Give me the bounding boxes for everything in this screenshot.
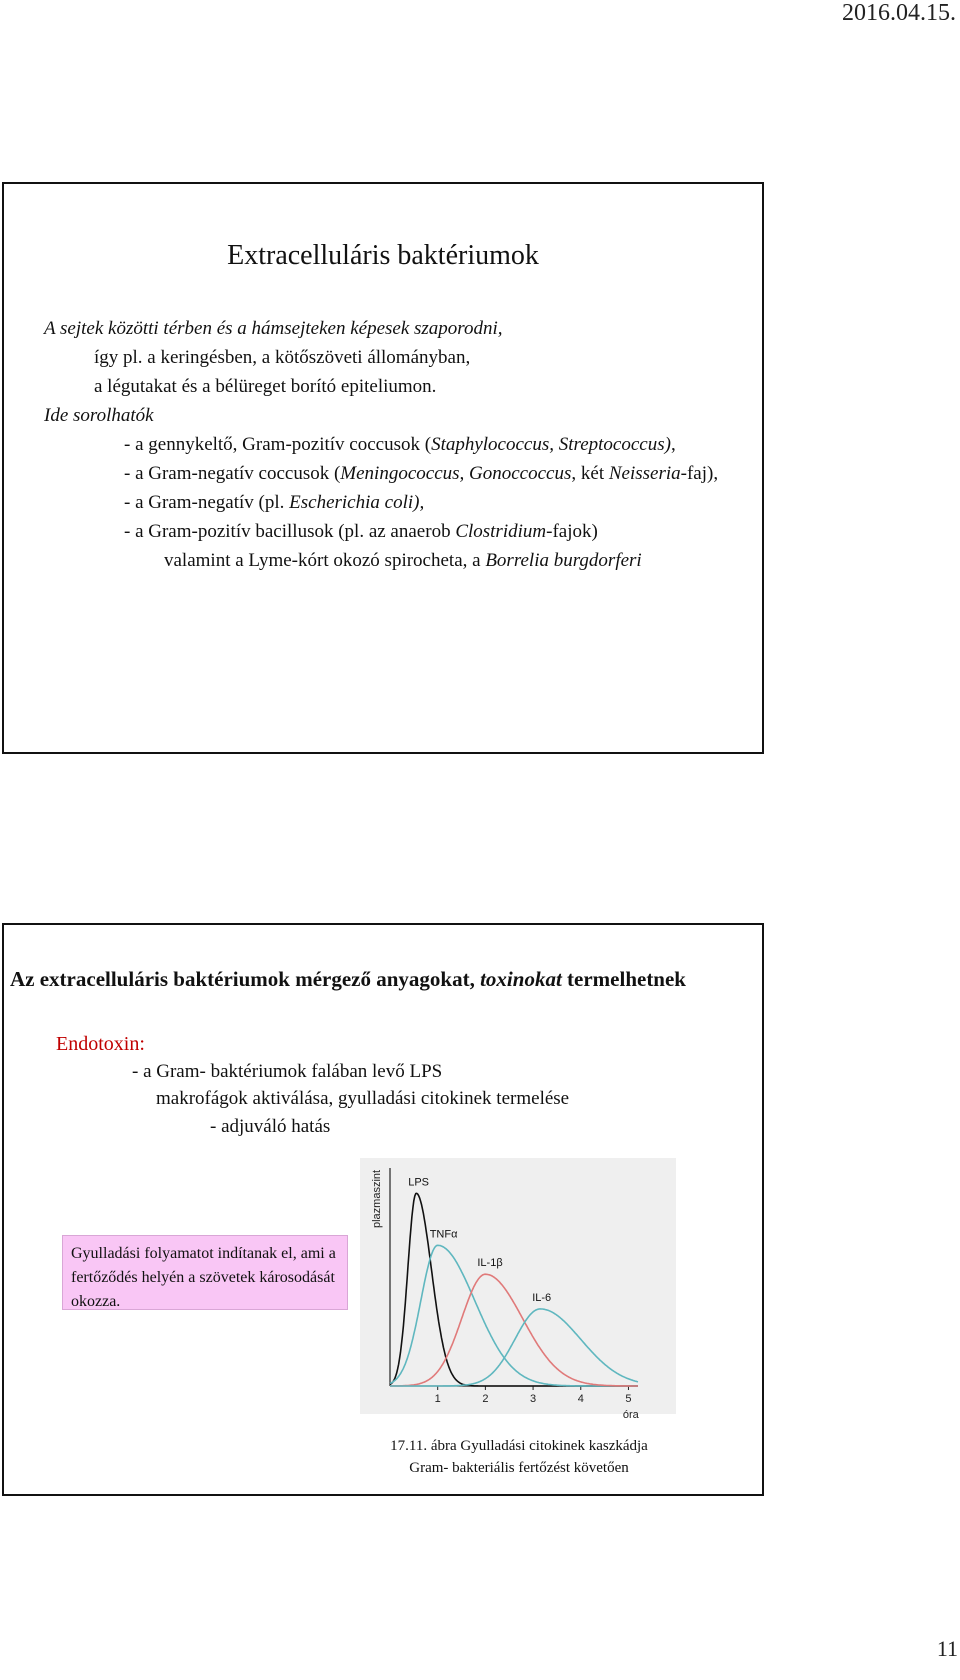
x-tick-label: 2: [482, 1393, 489, 1405]
list-item: - a Gram-pozitív bacillusok (pl. az anaerob Clostridium-fajok): [124, 521, 598, 542]
x-axis-label: óra: [622, 1409, 639, 1421]
slide-extracellular-bacteria: [2, 182, 764, 754]
intro-line-2: így pl. a keringésben, a kötőszöveti állományban,: [94, 347, 471, 368]
slide-title: Extracelluláris baktériumok: [227, 240, 539, 271]
intro-line-1: A sejtek közötti térben és a hámsejteken képesek szaporodni,: [44, 318, 503, 339]
chart-background: [360, 1158, 676, 1414]
series-label-il-1-: IL-1β: [477, 1257, 503, 1270]
slide-heading: Az extracelluláris baktériumok mérgező anyagokat, toxinokat termelhetnek: [10, 967, 686, 991]
figure-caption: [354, 1435, 684, 1479]
series-label-lps: LPS: [408, 1176, 430, 1189]
endotoxin-line-3: - adjuváló hatás: [210, 1116, 331, 1137]
x-tick-label: 5: [625, 1393, 632, 1405]
y-axis-label: plazmaszint: [371, 1169, 383, 1228]
endotoxin-line-2: makrofágok aktiválása, gyulladási citokinek termelése: [156, 1088, 570, 1109]
x-tick-label: 3: [530, 1393, 537, 1405]
endotoxin-line-1: - a Gram- baktériumok falában levő LPS: [132, 1061, 443, 1082]
list-item: - a Gram-negatív coccusok (Meningococcus, Gonoccoccus, két Neisseria-faj),: [124, 463, 719, 484]
list-item: - a gennykeltő, Gram-pozitív coccusok (Staphylococcus, Streptococcus),: [124, 434, 676, 455]
page-number: 11: [936, 1636, 958, 1661]
series-label-il-6: IL-6: [532, 1291, 552, 1304]
slide-toxins: [2, 923, 764, 1496]
intro-line-4: Ide sorolhatók: [44, 405, 154, 426]
caption-line-1: 17.11. ábra Gyulladási citokinek kaszkádja: [390, 1438, 648, 1454]
x-tick-label: 1: [434, 1393, 441, 1405]
callout-box: Gyulladási folyamatot indítanak el, ami a fertőződés helyén a szövetek károsodását okozza.: [62, 1235, 348, 1310]
cytokine-chart: [360, 1158, 676, 1421]
slide-body: [44, 314, 718, 575]
list-item: - a Gram-negatív (pl. Escherichia coli),: [124, 492, 425, 513]
header-date: 2016.04.15.: [842, 0, 956, 26]
x-tick-label: 4: [577, 1393, 584, 1405]
list-item: valamint a Lyme-kórt okozó spirocheta, a Borrelia burgdorferi: [164, 550, 642, 571]
caption-line-2: Gram- bakteriális fertőzést követően: [409, 1460, 629, 1476]
series-label-tnf-: TNFα: [429, 1228, 458, 1241]
intro-line-3: a légutakat és a bélüreget borító epiteliumon.: [94, 376, 437, 397]
endotoxin-label: Endotoxin:: [56, 1033, 145, 1055]
